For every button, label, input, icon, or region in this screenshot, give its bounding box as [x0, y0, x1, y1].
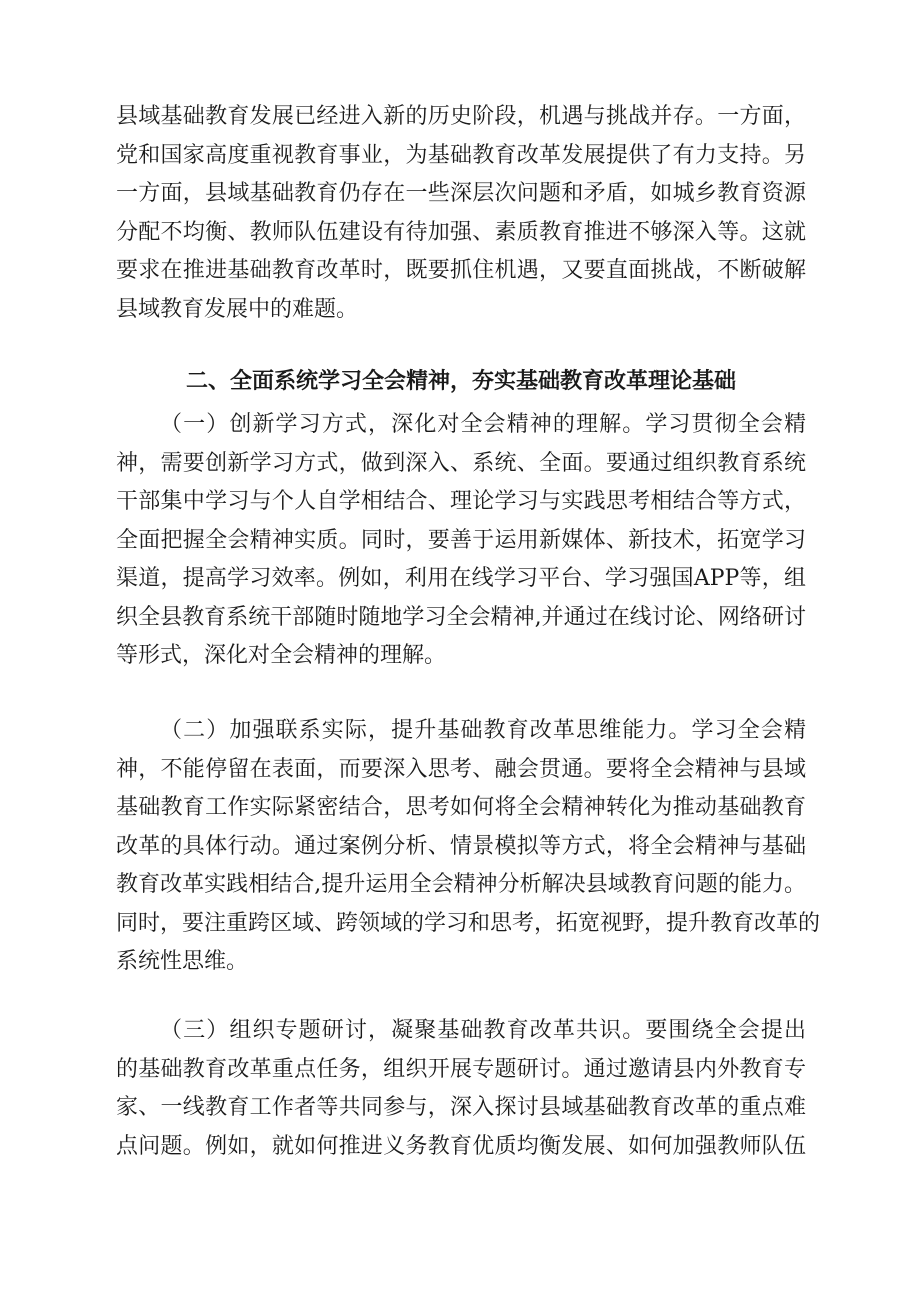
paragraph-line: 织全县教育系统干部随时随地学习全会精神,并通过在线讨论、网络研讨 — [116, 604, 806, 630]
paragraph-line: 点问题。例如，就如何推进义务教育优质均衡发展、如何加强教师队伍 — [116, 1133, 806, 1159]
paragraph-line: 全面把握全会精神实质。同时，要善于运用新媒体、新技术，拓宽学习 — [116, 527, 806, 553]
paragraph-2 — [116, 406, 806, 676]
paragraph-line: 干部集中学习与个人自学相结合、理论学习与实践思考相结合等方式， — [116, 489, 806, 514]
paragraph-line: 系统性思维。 — [116, 949, 249, 974]
paragraph-line: 神，需要创新学习方式，做到深入、系统、全面。要通过组织教育系统 — [116, 450, 806, 476]
paragraph-line: 渠道，提高学习效率。例如，利用在线学习平台、学习强国APP等，组 — [116, 566, 806, 591]
paragraph-line: 基础教育工作实际紧密结合，思考如何将全会精神转化为推动基础教育 — [116, 795, 806, 820]
paragraph-line: 的基础教育改革重点任务，组织开展专题研讨。通过邀请县内外教育专 — [116, 1056, 806, 1082]
paragraph-4 — [116, 1012, 806, 1166]
paragraph-line: 一方面，县域基础教育仍存在一些深层次问题和矛盾，如城乡教育资源 — [116, 181, 806, 206]
paragraph-line: 分配不均衡、教师队伍建设有待加强、素质教育推进不够深入等。这就 — [116, 219, 806, 245]
paragraph-line: 同时，要注重跨区域、跨领域的学习和思考，拓宽视野，提升教育改革的 — [116, 910, 821, 936]
paragraph-line: 教育改革实践相结合,提升运用全会精神分析解决县域教育问题的能力。 — [116, 872, 806, 897]
paragraph-line: 县域教育发展中的难题。 — [116, 296, 359, 322]
paragraph-line: （一）创新学习方式，深化对全会精神的理解。学习贯彻全会精 — [160, 412, 806, 437]
paragraph-line: 改革的具体行动。通过案例分析、情景模拟等方式，将全会精神与基础 — [116, 833, 806, 859]
paragraph-line: 家、一线教育工作者等共同参与，深入探讨县域基础教育改革的重点难 — [116, 1095, 806, 1120]
paragraph-line: （三）组织专题研讨，凝聚基础教育改革共识。要围绕全会提出 — [160, 1018, 806, 1043]
paragraph-1 — [116, 98, 806, 329]
section-heading: 二、全面系统学习全会精神，夯实基础教育改革理论基础 — [185, 369, 736, 394]
paragraph-line: 县域基础教育发展已经进入新的历史阶段，机遇与挑战并存。一方面， — [116, 104, 806, 129]
paragraph-line: 神，不能停留在表面，而要深入思考、融会贯通。要将全会精神与县域 — [116, 756, 806, 782]
paragraph-line: 党和国家高度重视教育事业，为基础教育改革发展提供了有力支持。另 — [116, 142, 806, 168]
paragraph-line: 要求在推进基础教育改革时，既要抓住机遇，又要直面挑战，不断破解 — [116, 258, 806, 283]
paragraph-3 — [116, 712, 821, 982]
paragraph-line: （二）加强联系实际，提升基础教育改革思维能力。学习全会精 — [160, 718, 806, 743]
paragraph-line: 等形式，深化对全会精神的理解。 — [116, 643, 447, 668]
